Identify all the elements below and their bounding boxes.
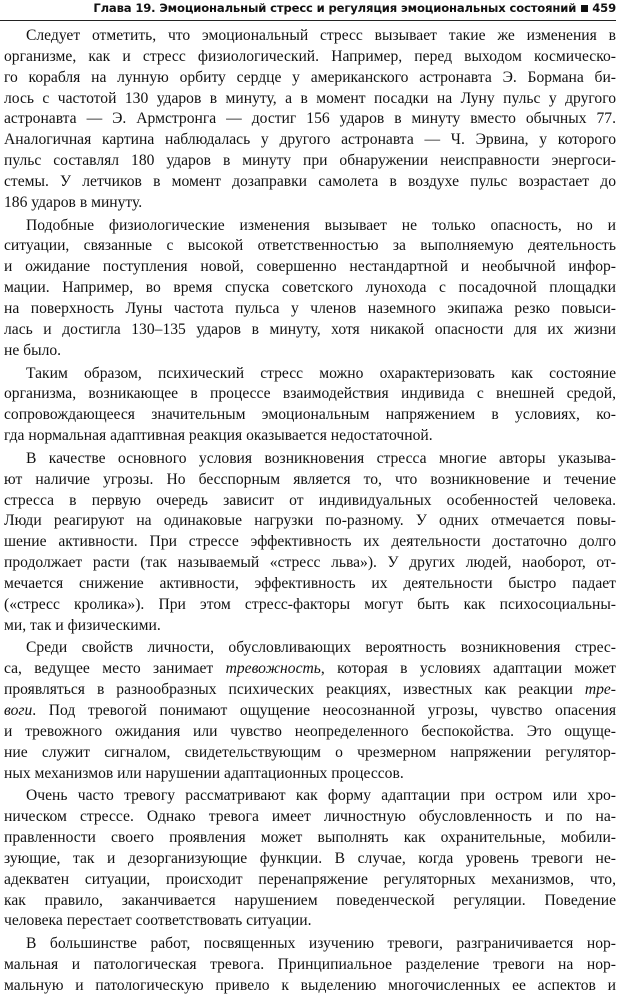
line-segment: проявляться в разнообразных психических реакциях, известных как реакции bbox=[4, 681, 585, 699]
running-title: Глава 19. Эмоциональный стресс и регуляция эмоциональных состояний bbox=[93, 1, 577, 15]
text-line bbox=[4, 680, 616, 701]
text-line: организма, возникающее в процессе взаимодействия индивида с внешней средой, bbox=[4, 385, 616, 403]
text-line: адекватен ситуации, происходит перенапряжение регуляторных механизмов, что, bbox=[4, 870, 616, 888]
text-line: пульс составлял 180 ударов в минуту при обнаружении неисправности энергоси- bbox=[4, 152, 616, 170]
emphasis-term: тре- bbox=[584, 681, 616, 699]
text-line: Среди свойств личности, обусловливающих вероятность возникновения стрес- bbox=[26, 639, 616, 657]
emphasis-term: тревожность bbox=[225, 660, 321, 678]
text-line: как правило, заканчивается нарушением поведенческой регуляции. Поведение bbox=[4, 891, 616, 909]
text-line: правленности своего проявления может выполнять как охранительные, мобили- bbox=[4, 829, 616, 847]
text-line: стемы. У летчиков в момент дозаправки самолета в воздухе пульс возрастает до bbox=[4, 172, 616, 190]
text-line: сопровождающееся значительным эмоциональным напряжением в условиях, ко- bbox=[4, 406, 616, 424]
square-bullet-icon bbox=[581, 5, 588, 12]
text-line bbox=[4, 701, 616, 722]
text-line: мации. Например, во время спуска советского лунохода с посадочной площадки bbox=[4, 279, 616, 297]
text-line: Таким образом, психический стресс можно охарактеризовать как состояние bbox=[26, 364, 616, 382]
text-line: Следует отметить, что эмоциональный стресс вызывает такие же изменения в bbox=[26, 27, 616, 44]
text-line: Аналогичная картина наблюдалась у другого астронавта — Ч. Эрвина, у которого bbox=[4, 131, 616, 149]
text-line: шение активности. При стрессе эффективность их деятельности достаточно долго bbox=[4, 533, 616, 551]
text-line: мечается снижение активности, эффективность их деятельности быстро падает bbox=[4, 574, 616, 592]
line-segment: са, ведущее место занимает bbox=[4, 660, 226, 678]
text-line: В большинстве работ, посвященных изучению тревоги, разграничивается нор- bbox=[26, 935, 616, 953]
text-line: ных механизмов или нарушении адаптационных процессов. bbox=[4, 764, 404, 782]
running-header bbox=[0, 0, 616, 21]
text-line: мальную и патологическую привело к выделению многочисленных ее аспектов и bbox=[4, 976, 616, 994]
text-line: ническом стрессе. Однако тревога имеет личностную обусловленность и по на- bbox=[4, 808, 616, 826]
text-line: Люди реагируют на одинаковые нагрузки по-разному. У одних отмечается повы- bbox=[4, 512, 616, 530]
text-line: продолжает расти (так называемый «стресс льва»). У других людей, наоборот, от- bbox=[4, 554, 616, 572]
text-line: 186 ударов в минуту. bbox=[4, 193, 143, 211]
text-line: («стресс кролика»). При этом стресс-факторы могут быть как психосоциальны- bbox=[4, 595, 616, 613]
text-line: ют наличие угрозы. Но бесспорным является то, что возникновение и течение bbox=[4, 470, 616, 488]
text-line: мальная и патологическая тревога. Принципиальное разделение тревоги на нор- bbox=[4, 956, 616, 974]
text-line: Очень часто тревогу рассматривают как форму адаптации при остром или хро- bbox=[26, 787, 616, 805]
text-line: и тревожного ожидания или чувство неопределенного беспокойства. Это ощуще- bbox=[4, 722, 616, 740]
text-line: зующие, так и дезорганизующие функции. В случае, когда уровень тревоги не- bbox=[4, 849, 616, 867]
text-line: лось с частотой 130 ударов в минуту, а в момент посадки на Луну пульс у другого bbox=[4, 89, 616, 107]
text-line: астронавта — Э. Армстронга — достиг 156 ударов в минуту вместо обычных 77. bbox=[4, 110, 616, 128]
text-line: человека перестает соответствовать ситуации. bbox=[4, 912, 312, 930]
text-line: не было. bbox=[4, 341, 62, 359]
text-line bbox=[4, 659, 616, 680]
text-line: ми, так и физическими. bbox=[4, 616, 161, 634]
text-line: го корабля на лунную орбиту сердце у американского астронавта Э. Бормана би- bbox=[4, 68, 616, 86]
text-line: В качестве основного условия возникновения стресса многие авторы указыва- bbox=[26, 449, 616, 467]
text-line: стресса в первую очередь зависит от индивидуальных особенностей человека. bbox=[4, 491, 616, 509]
line-segment: , которая в условиях адаптации может bbox=[320, 660, 616, 678]
page-number: 459 bbox=[592, 1, 616, 15]
emphasis-term: воги bbox=[4, 702, 33, 719]
text-line: и ожидание поступления новой, совершенно нестандартной и необычной инфор- bbox=[4, 258, 616, 276]
text-line: ние служит сигналом, свидетельствующим о чрезмерном напряжении регулятор- bbox=[4, 743, 616, 761]
text-line: ситуации, связанные с высокой ответственностью за выполняемую деятельность bbox=[4, 237, 616, 255]
text-line: гда нормальная адаптивная реакция оказывается недостаточной. bbox=[4, 427, 433, 445]
page-body bbox=[4, 26, 616, 997]
text-line: организме, как и стресс физиологический. Например, перед выходом космическо- bbox=[4, 47, 616, 65]
text-line: лась и достигла 130–135 ударов в минуту, хотя никакой опасности для их жизни bbox=[4, 320, 616, 338]
text-line: Подобные физиологические изменения вызывает не только опасность, но и bbox=[26, 216, 616, 234]
line-segment: . Под тревогой понимают ощущение неосознанной угрозы, чувство опасения bbox=[32, 702, 616, 719]
text-line: на поверхность Луны частота пульса у членов наземного экипажа резко повыси- bbox=[4, 299, 616, 317]
